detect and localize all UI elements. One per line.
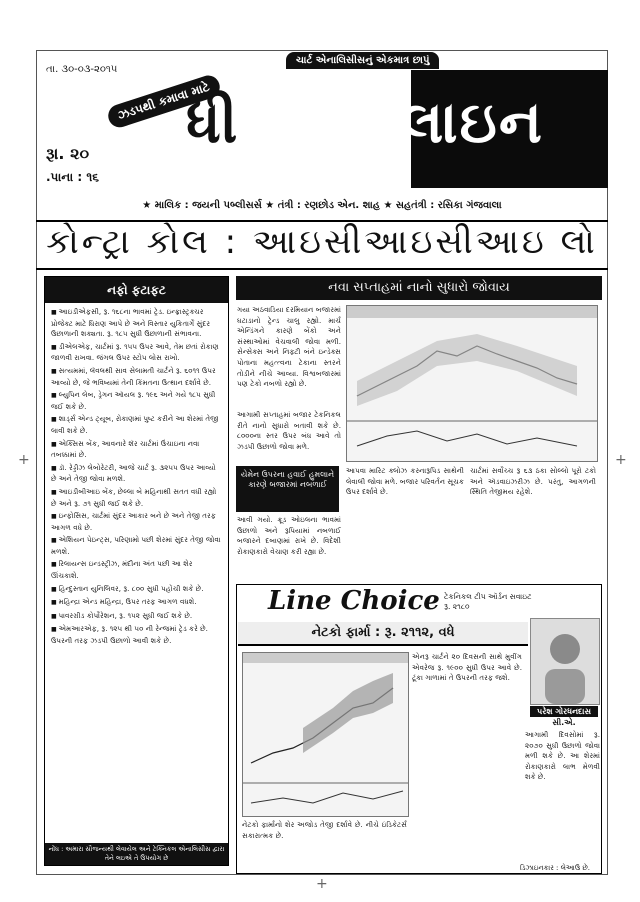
nifty-chart-svg — [347, 306, 597, 461]
stock-tip-item: ■ એશિયન પેઇન્ટ્સ, પરિણામો પછી શેરમાં સુંદર તેજી જોવા મળશે. — [51, 535, 222, 557]
analyst-caption — [530, 706, 598, 728]
tech-tip — [444, 592, 531, 612]
stock-tip-item: ■ આઇડીએફસી, રૂ. ૧૬૮ના ભાવમાં ટ્રેડ. ઇન્ફ્રાસ્ટ્રક્ચર પ્રોજેક્ટ માટે ધિરાણ આપે છે અને વિસ્તાર યુકિતાર્ગે સુંદર ઉછાળાની શક્યતા. રૂ. ૧૮૫ સુધી ઉછાળાની સંભાવના. — [51, 307, 222, 340]
stock-tip-item: ■ આઇડીબીઆઇ બેંક, છેલ્લા બે મહિનાથી સતત વધી રહ્યો છે અને રૂ. ૭૧ સુધી જઈ શકે છે. — [51, 487, 222, 509]
quick-banner: ઝડપથી કમાવા માટે — [105, 73, 222, 131]
article-para: ગયા અઠવાડિયા દરમિયાન બજારમાં ઘટાડાનો ટ્રેન્ડ ચાલુ રહ્યો. માર્ચ એન્ડિંગને કારણે બેંકો અને સંસ્થાઓમાં વેચવાલી જોવા મળી. સેન્સેક્સ અને નિફ્ટી બંને ઇન્ડેક્સ પોતાના મહત્ત્વના ટેકાના સ્તરને તોડીને નીચે આવ્યા. વિશ્વબજારમાં પણ ટેકો નબળો રહ્યો છે. — [237, 305, 341, 389]
left-column — [44, 276, 229, 866]
masthead — [36, 50, 608, 222]
stock-tip-item: ■ સત્યમમાં, લૅવલથી સાવ સેલામતી ચાર્ટને રૂ. ૬૦૧૧ ઉપર આવ્યો છે, જે ભવિષ્યમાં તેની કિંમતના ઉત્થાન દર્શાવે છે. — [51, 366, 222, 388]
article-para: આગામી દિવસોમાં રૂ. ૨૦૭૦ સુધી ઉછાળો જોવા મળી શકે છે. આ શેરમાં રોકાણકારો લાભ મેળવી શકે છે. — [525, 730, 600, 782]
nifty-chart — [346, 305, 598, 462]
indicator-line — [251, 791, 403, 803]
article-para: આપવા મારિટ ક્લોઝ કરનારૂપિડ સાથેની લેવાલી જોવા મળે. બજાર પરિવર્તન સૂચક ઉપર દર્શાવે છે. — [346, 466, 465, 497]
tech-tip-label: ટેકનિકલ ટીપ ઑર્ડન સવાઇટ — [444, 592, 532, 601]
credits-line: ★ માલિક : જયની પબ્લીસર્સ ★ તંત્રી : રણછોડ એન. શાહ ★ સહતંત્રી : રસિકા ગંજવાલા — [142, 200, 502, 211]
stock-tips-list — [45, 303, 228, 653]
title-right: ન્યુઝલાઇન — [261, 88, 545, 156]
main-headline: કોન્ટ્રા કોલ : આઇસીઆઇસીઆઇ લો — [46, 222, 598, 262]
left-column-heading: નફો ફટાફટ — [45, 277, 228, 303]
stock-tip-item: ■ રિલાયન્સ ઇન્ડસ્ટ્રીઝ, મંદીના અંત પછી આ શેર ઊંચકાશે. — [51, 559, 222, 581]
article-para: ચાર્ટમાં સર્વોચ્ચ રૂ ૬૩ ઠકા સોલ્લો પૂરો ટકો અને ઍડવાઇઝરીઝ છે. પરંતુ, આગળની સ્થિતિ તેજીમય રહેશે. — [470, 466, 596, 497]
page-count: .પાના : ૧૬ — [46, 170, 99, 184]
line-choice-footer: ડિઝાઇનકાર : લેઆઉ છે. — [520, 864, 590, 872]
stock-tip-item: ■ ડૉ. રેડ્ડીઝ લેબોરેટરી, આજે ચાર્ટ રૂ. ૩૨૫૫ ઉપર આવ્યો છે અને તેજી જોવા મળશે. — [51, 463, 222, 485]
stock-tip-item: ■ શાર્ડ્સ એન્ડ ટ્યૂબ, રોકાણમાં પુષ્ટ કરીને આ શેરમાં તેજી લાવી શકે છે. — [51, 414, 222, 436]
tech-tip-value: રૂ. ૨૧૮૦ — [444, 602, 470, 611]
analyst-title: સી.એ. — [552, 718, 576, 727]
stock-tip-item: ■ મહિન્દ્રા એન્ડ મહિન્દ્રા, ઉપર તરફ આગળ વધશે. — [51, 597, 222, 609]
stock-tip-item: ■ હિન્દુસ્તાન યુનિલિવર, રૂ. ૮૦૦ સુધી પહોંચી શકે છે. — [51, 584, 222, 596]
week-heading: નવા સપ્તાહમાં નાનો સુધારો જોવાય — [236, 276, 602, 300]
analyst-photo — [530, 618, 600, 705]
natco-chart-svg — [243, 653, 408, 816]
band-area — [303, 673, 393, 753]
article-para: એનરૂ ચાર્ટને ૨૦ દિવસની સાથે મુવીંગ એવરેજ રૂ. ૧૯૦૦ સુધી ઉપર આવે છે. ટૂંકા ગાળામાં તે ઉપરની તરફ જશે. — [412, 652, 522, 683]
indicator-line — [357, 431, 577, 446]
article-para: આગામી સપ્તાહમાં બજાર ટેકનિકલ રીતે નાનો સુધારો બતાવી શકે છે. ૮૦૦૦ના સ્તર ઉપર બંધ આવે તો ઝડપી ઉછાળો જોવા મળે. — [237, 410, 341, 451]
sidebar-headline-box: યેમેન ઉપરના હવાઈ હુમલાને કારણે બજારમાં નબળાઈ — [236, 466, 339, 512]
article-para: નેટકો ફાર્માનો શેર અજોડ તેજી દર્શાવે છે. નીચે ઇંડિકેટર્સ સકારાત્મક છે. — [242, 820, 407, 840]
natco-chart — [242, 652, 409, 817]
chart-titlebar — [243, 653, 408, 663]
crop-mark: + — [18, 452, 30, 468]
crop-mark: + — [615, 452, 627, 468]
stock-tip-item: ■ લ્યુપિન લેબ, ડ્રેગન ઑયલ રૂ. ૧૯૬ અને ગયે ૧૮૫ સુધી જઈ શકે છે. — [51, 390, 222, 412]
article-para: આવી ગયો. ક્રૂડ ઓઇલના ભાવમાં ઉછાળો અને રૂપિયામાં નબળાઈ બજારને દબાણમાં રાખે છે. વિદેશી રોકાણકારો વેચાણ કરી રહ્યા છે. — [237, 515, 341, 556]
tagline: ચાર્ટ એનાલિસીસનું એકમાત્ર છાપું — [286, 52, 439, 69]
stock-tip-item: ■ એમઆરએફ, રૂ. ૧૨૫ થી ૫૦ ની રેન્જમાં ટ્રેડ કરે છે. ઉપરની તરફ ઝડપી ઉછાળો આવી શકે છે. — [51, 624, 222, 646]
stock-tip-item: ■ પાવરગ્રીડ કોર્પોરેશન, રૂ. ૧૫૨ સુધી જઈ શકે છે. — [51, 611, 222, 623]
newspaper-title — [186, 88, 544, 157]
chart-titlebar — [347, 306, 597, 318]
title-left: ધી — [186, 88, 262, 156]
band-area — [357, 334, 577, 406]
stock-tip-item: ■ ઇન્ફોસિસ, ચાર્ટમાં સુંદર આકાર બને છે અને તેજી તરફ આગળ વધે છે. — [51, 511, 222, 533]
divider — [36, 268, 608, 270]
issue-price: રૂા. ૨૦ — [46, 144, 90, 163]
stock-tip-item: ■ ડીએલએફ, ચાર્ટમાં રૂ. ૧૫૫ ઉપર આવે, તેમ છતાં રોકાણ જાળવી રાખવા. જંગલ ઉપર સ્ટોપ લોસ રાખો. — [51, 342, 222, 364]
issue-date: તા. ૩૦-૦૩-૨૦૧૫ — [46, 64, 118, 75]
person-icon — [531, 619, 599, 704]
crop-mark: + — [316, 876, 328, 892]
stock-call-bar: નેટકો ફાર્મા : રૂ. ૨૧૧૨, વધે — [238, 622, 528, 646]
line-choice-title: Line Choice — [268, 586, 440, 616]
stock-tip-item: ■ એક્સિસ બેંક, આવનારે શૅર ચાર્ટમાં ઉંચાઇના નવા તબક્કામાં છે. — [51, 439, 222, 461]
analyst-name: પરેશ ગોરધનદાસ — [530, 706, 598, 717]
left-column-footer: નોંધ : અમારા સૌજન્યથી લેવાયેલ અને ટેક્નિકલ એનાલિસીસ દ્વારા તેને લઇએ તે ઉપયોગ છે — [45, 843, 228, 865]
